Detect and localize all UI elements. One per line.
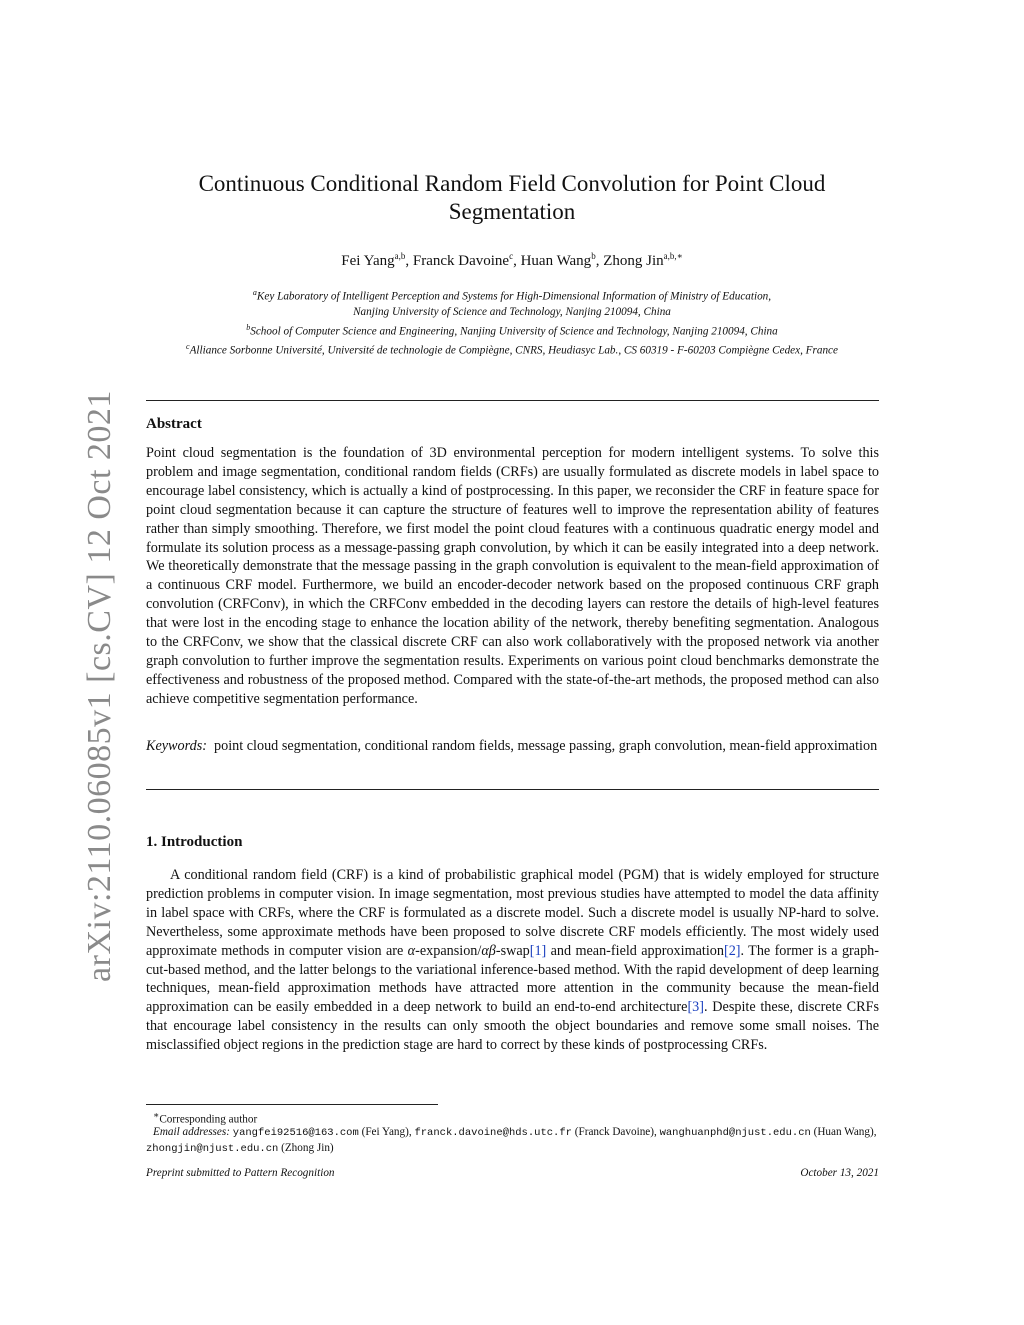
citation-link[interactable]: [2] [723, 942, 741, 959]
abstract-top-rule [146, 400, 879, 401]
author-name: Huan Wang [520, 253, 592, 269]
math-alpha: α [407, 942, 416, 959]
author-sup: c [509, 251, 514, 261]
affiliation-line: Nanjing University of Science and Technology, Nanjing 210094, China [353, 305, 671, 318]
citation-link[interactable]: [1] [529, 942, 547, 959]
email-link[interactable]: franck.davoine@hds.utc.fr [414, 1127, 572, 1139]
keywords-label: Keywords: [146, 738, 207, 754]
arxiv-side-stamp: arXiv:2110.06085v1 [cs.CV] 12 Oct 2021 [81, 390, 118, 982]
abstract-heading: Abstract [146, 416, 202, 432]
email-link[interactable]: yangfei92516@163.com [232, 1127, 359, 1139]
title-line-2: Segmentation [448, 199, 576, 224]
author-name: Franck Davoine [412, 253, 510, 269]
paper-title [0, 170, 1024, 226]
affiliation-line: $^c$Alliance Sorbonne Université, Université de technologie de Compiègne, CNRS, Heudiasyc Lab., CS 60319 - F-60203 Compiègne Cedex, France [186, 342, 838, 358]
section-heading-introduction: 1. Introduction [146, 834, 243, 850]
author-sup: b [591, 251, 596, 261]
affiliations [0, 285, 1024, 359]
footer-journal: Preprint submitted to Pattern Recognition [146, 1167, 335, 1179]
abstract-body: Point cloud segmentation is the foundation of 3D environmental perception for modern intelligent systems. To solve this problem and image segmentation, conditional random fields (CRFs) are usually formulated as discrete models in label space to encourage label consistency, which is actually a kind of postprocessing. In this paper, we reconsider the CRF in feature space for point cloud segmentation because it can capture the structure of features well to improve the representation ability of features rather than simply smoothing. Therefore, we first model the point cloud features with a continuous quadratic energy model and formulate its solution process as a message-passing graph convolution, by which it can be easily integrated into a deep network. We theoretically demonstrate that the message passing in the graph convolution is equivalent to the mean-field approximation of a continuous CRF model. Furthermore, we build an encoder-decoder network based on the proposed continuous CRF graph convolution (CRFConv), in which the CRFConv embedded in the decoding layers can restore the details of high-level features that were lost in the encoding stage to enhance the location ability of the network, thereby benefiting segmentation. Analogous to the CRFConv, we show that the classical discrete CRF can also work collaboratively with the proposed network via another graph convolution to further improve the segmentation results. Experiments on various point cloud benchmarks demonstrate the effectiveness and robustness of the proposed method. Compared with the state-of-the-art methods, the proposed method can also achieve competitive segmentation performance. [146, 445, 879, 707]
affiliation-line: $^b$School of Computer Science and Engineering, Nanjing University of Science and Technology, Nanjing 210094, China [246, 322, 778, 338]
abstract-bottom-rule [146, 789, 879, 790]
title-line-1: Continuous Conditional Random Field Convolution for Point Cloud [198, 171, 826, 196]
footnote-emails: Email addresses: yangfei92516@163.com (Fei Yang), franck.davoine@hds.utc.fr (Franck Davoine), wanghuanphd@njust.edu.cn (Huan Wang), zhongjin@njust.edu.cn (Zhong Jin) [146, 1126, 877, 1155]
footnote-corresponding: ∗Corresponding author [153, 1111, 258, 1126]
author-name: Zhong Jin [603, 253, 664, 269]
footnote-rule [146, 1104, 438, 1105]
math-alpha-beta: αβ [481, 942, 496, 959]
keywords [146, 737, 879, 756]
footer-date: October 13, 2021 [800, 1167, 879, 1179]
author-sup: a,b,∗ [663, 251, 683, 261]
affiliation-line: $^a$Key Laboratory of Intelligent Perception and Systems for High-Dimensional Information of Ministry of Education, [252, 288, 772, 303]
citation-link[interactable]: [3] [687, 999, 704, 1016]
email-link[interactable]: wanghuanphd@njust.edu.cn [659, 1127, 811, 1139]
introduction-paragraph: A conditional random field (CRF) is a kind of probabilistic graphical model (PGM) that is widely employed for structure prediction problems in computer vision. In image segmentation, most previous studies have attempted to model the data affinity in label space with CRFs, where the CRF is formulated as a discrete model. Such a discrete model is usually NP-hard to solve. Nevertheless, some approximate methods have been proposed to solve discrete CRF models efficiently. The most widely used approximate methods in computer vision are α-expansion/αβ-swap[1] and mean-field approximation[2]. The former is a graph-cut-based method, and the latter belongs to the variational inference-based method. With the rapid development of deep learning techniques, mean-field approximation methods have attracted more attention in the community because the mean-field approximation can be easily embedded in a deep network to build an end-to-end architecture[3]. Despite these, discrete CRFs that encourage label consistency in the results can only smooth the object boundaries and remove some small noises. The misclassified object regions in the prediction stage are hard to correct by these kinds of postprocessing CRFs. [146, 867, 879, 1054]
author-sup: a,b [394, 251, 406, 261]
keywords-text: point cloud segmentation, conditional random fields, message passing, graph convolution, mean-field approximation [214, 738, 878, 754]
author-list: Fei Yang$^{a,b}$, Franck Davoine$^c$, Huan Wang$^b$, Zhong Jin$^{a,b,∗}$ [341, 251, 683, 269]
author-name: Fei Yang [341, 253, 395, 269]
email-link[interactable]: zhongjin@njust.edu.cn [146, 1143, 279, 1155]
